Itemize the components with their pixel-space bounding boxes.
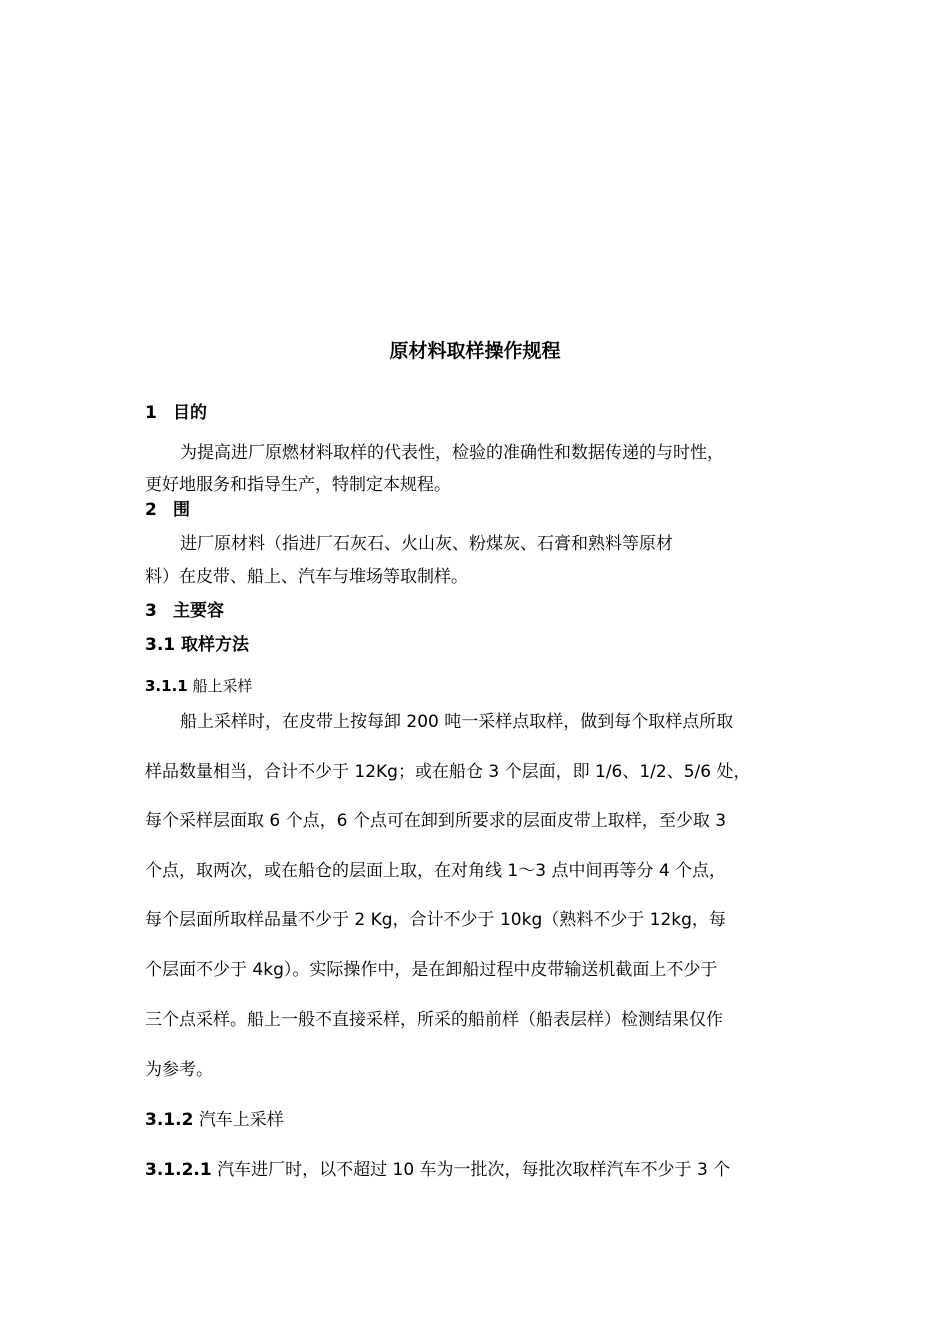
paragraph-text: 汽车进厂时，以不超过 10 车为一批次，每批次取样汽车不少于 3 个: [217, 1160, 731, 1180]
section-number: 1: [145, 403, 157, 423]
section-3-1-2-1-line: [145, 1158, 730, 1182]
paragraph-line: 更好地服务和指导生产，特制定本规程。: [145, 475, 451, 495]
paragraph-line: 进厂原材料（指进厂石灰石、火山灰、粉煤灰、石膏和熟料等原材: [180, 534, 673, 554]
paragraph-line: 料）在皮带、船上、汽车与堆场等取制样。: [145, 567, 468, 587]
section-number: 3.1.2.1: [145, 1160, 212, 1180]
paragraph-line: 船上采样时，在皮带上按每卸 200 吨一采样点取样，做到每个取样点所取: [180, 712, 734, 732]
paragraph-line: 个点，取两次，或在船仓的层面上取，在对角线 1～3 点中间再等分 4 个点，: [145, 861, 727, 881]
section-title: 取样方法: [181, 635, 250, 655]
section-title: 目的: [173, 403, 207, 423]
paragraph-line: 每个采样层面取 6 个点，6 个点可在卸到所要求的层面皮带上取样，至少取 3: [145, 811, 727, 831]
document-title: 原材料取样操作规程: [389, 340, 561, 362]
section-3-1-2-heading: [145, 1108, 284, 1132]
section-number: 3.1.1: [145, 677, 188, 695]
paragraph-line: 三个点采样。船上一般不直接采样，所采的船前样（船表层样）检测结果仅作: [145, 1010, 723, 1030]
section-3-heading: [145, 599, 224, 623]
section-number: 3.1: [145, 635, 176, 655]
section-title: 围: [173, 500, 190, 520]
section-title: 汽车上采样: [198, 1110, 284, 1130]
paragraph-line: 个层面不少于 4kg）。实际操作中，是在卸船过程中皮带输送机截面上不少于: [145, 960, 718, 980]
section-3-1-1-heading: [145, 674, 253, 698]
paragraph-line: 为参考。: [145, 1060, 213, 1080]
section-2-heading: [145, 498, 190, 522]
section-title: 船上采样: [192, 677, 253, 695]
section-number: 2: [145, 500, 157, 520]
section-3-1-heading: [145, 633, 249, 657]
section-number: 3.1.2: [145, 1110, 194, 1130]
section-number: 3: [145, 601, 157, 621]
paragraph-line: 每个层面所取样品量不少于 2 Kg，合计不少于 10kg（熟料不少于 12kg，每: [145, 910, 726, 930]
section-1-heading: [145, 401, 207, 425]
paragraph-line: 为提高进厂原燃材料取样的代表性，检验的准确性和数据传递的与时性，: [180, 443, 724, 463]
section-title: 主要容: [173, 601, 224, 621]
paragraph-line: 样品数量相当，合计不少于 12Kg；或在船仓 3 个层面，即 1/6、1/2、5/6 处，: [145, 762, 751, 782]
